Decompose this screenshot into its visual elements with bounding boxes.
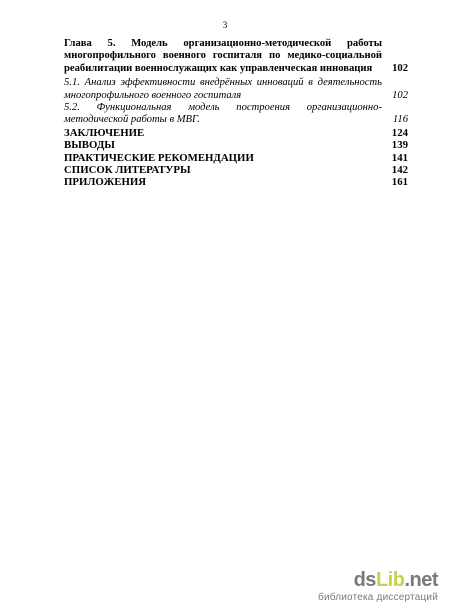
toc-entry-page: 102 (392, 62, 408, 74)
toc-entry-appendices[interactable] (64, 176, 408, 188)
toc-entry-references[interactable] (64, 164, 408, 176)
toc-entry-chapter-5[interactable] (64, 38, 408, 75)
toc-entry-title: ВЫВОДЫ (64, 139, 115, 152)
toc-entry-title: ПРИЛОЖЕНИЯ (64, 176, 147, 189)
toc-entry-title: 5.2. Функциональная модель построения организационно-методической работы в МВГ. (64, 102, 382, 126)
dslib-logo: dsLib.net (353, 569, 438, 591)
toc-entry-page: 161 (391, 176, 408, 189)
toc-entry-page: 124 (391, 126, 408, 139)
toc-entry-section-5-2[interactable] (64, 102, 408, 127)
toc-entry-conclusion[interactable] (64, 127, 408, 139)
toc-entry-section-5-1[interactable] (64, 77, 408, 102)
page-number: 3 (222, 20, 228, 30)
table-of-contents (64, 38, 408, 189)
toc-entry-title: Глава 5. Модель организационно-методической работы многопрофильного военного госпиталя по медико-социальной реабилитации военнослужащих как управленческая инновация (64, 38, 382, 74)
toc-entry-title: 5.1. Анализ эффективности внедрённых инноваций в деятельность многопрофильного военного госпиталя (64, 77, 382, 101)
toc-entry-page: 139 (391, 139, 408, 152)
toc-entry-page: 102 (392, 89, 408, 101)
toc-entry-page: 142 (391, 164, 408, 177)
toc-entry-title: ПРАКТИЧЕСКИЕ РЕКОМЕНДАЦИИ (64, 151, 254, 164)
toc-entry-page: 141 (391, 151, 408, 164)
toc-entry-findings[interactable] (64, 139, 408, 151)
dslib-watermark[interactable] (278, 570, 438, 603)
toc-entry-title: СПИСОК ЛИТЕРАТУРЫ (64, 164, 191, 177)
toc-entry-title: ЗАКЛЮЧЕНИЕ (64, 126, 145, 139)
toc-entry-page: 116 (392, 114, 408, 126)
dslib-subtitle: библиотека диссертаций (318, 592, 438, 603)
toc-entry-recommendations[interactable] (64, 152, 408, 164)
